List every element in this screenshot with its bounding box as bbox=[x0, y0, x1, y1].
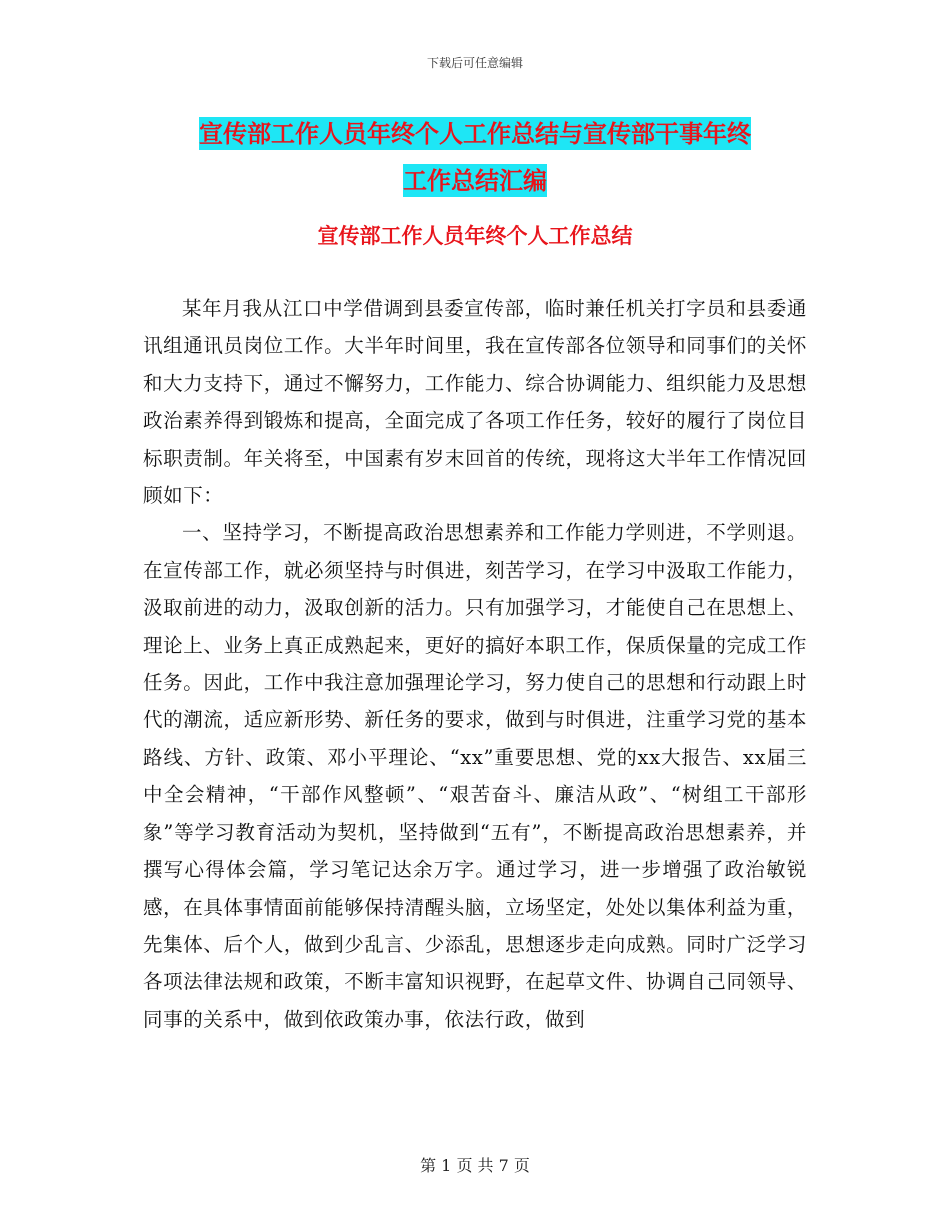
body-paragraph: 某年月我从江口中学借调到县委宣传部，临时兼任机关打字员和县委通讯组通讯员岗位工作。大半年时间里，我在宣传部各位领导和同事们的关怀和大力支持下，通过不懈努力，工作能力、综合协调能力、组织能力及思想政治素养得到锻炼和提高，全面完成了各项工作任务，较好的履行了岗位目标职责制。年关将至，中国素有岁末回首的传统，现将这大半年工作情况回顾如下： bbox=[143, 297, 807, 508]
main-title-line-2: 工作总结汇编 bbox=[403, 166, 547, 195]
body-paragraph: 一、坚持学习，不断提高政治思想素养和工作能力学则进，不学则退。在宣传部工作，就必须坚持与时俱进，刻苦学习，在学习中汲取工作能力，汲取前进的动力，汲取创新的活力。只有加强学习，才能使自己在思想上、理论上、业务上真正成熟起来，更好的搞好本职工作，保质保量的完成工作任务。因此，工作中我注意加强理论学习，努力使自己的思想和行动跟上时代的潮流，适应新形势、新任务的要求，做到与时俱进，注重学习党的基本路线、方针、政策、邓小平理论、“xx”重要思想、党的xx大报告、xx届三中全会精神，“干部作风整顿”、“艰苦奋斗、廉洁从政”、“树组工干部形象”等学习教育活动为契机，坚持做到“五有”，不断提高政治思想素养，并撰写心得体会篇，学习笔记达余万字。通过学习，进一步增强了政治敏锐感，在具体事情面前能够保持清醒头脑，立场坚定，处处以集体利益为重，先集体、后个人，做到少乱言、少添乱，思想逐步走向成熟。同时广泛学习各项法律法规和政策，不断丰富知识视野，在起草文件、协调自己同领导、同事的关系中，做到依政策办事，依法行政，做到 bbox=[143, 521, 807, 1031]
section-title: 宣传部工作人员年终个人工作总结 bbox=[317, 223, 633, 248]
page-number-footer: 第 1 页 共 7 页 bbox=[420, 1156, 530, 1175]
page-header-note: 下载后可任意编辑 bbox=[426, 56, 523, 70]
document-body bbox=[143, 290, 807, 1038]
main-title-line-1: 宣传部工作人员年终个人工作总结与宣传部干事年终 bbox=[199, 119, 751, 148]
document-main-title bbox=[150, 110, 800, 204]
